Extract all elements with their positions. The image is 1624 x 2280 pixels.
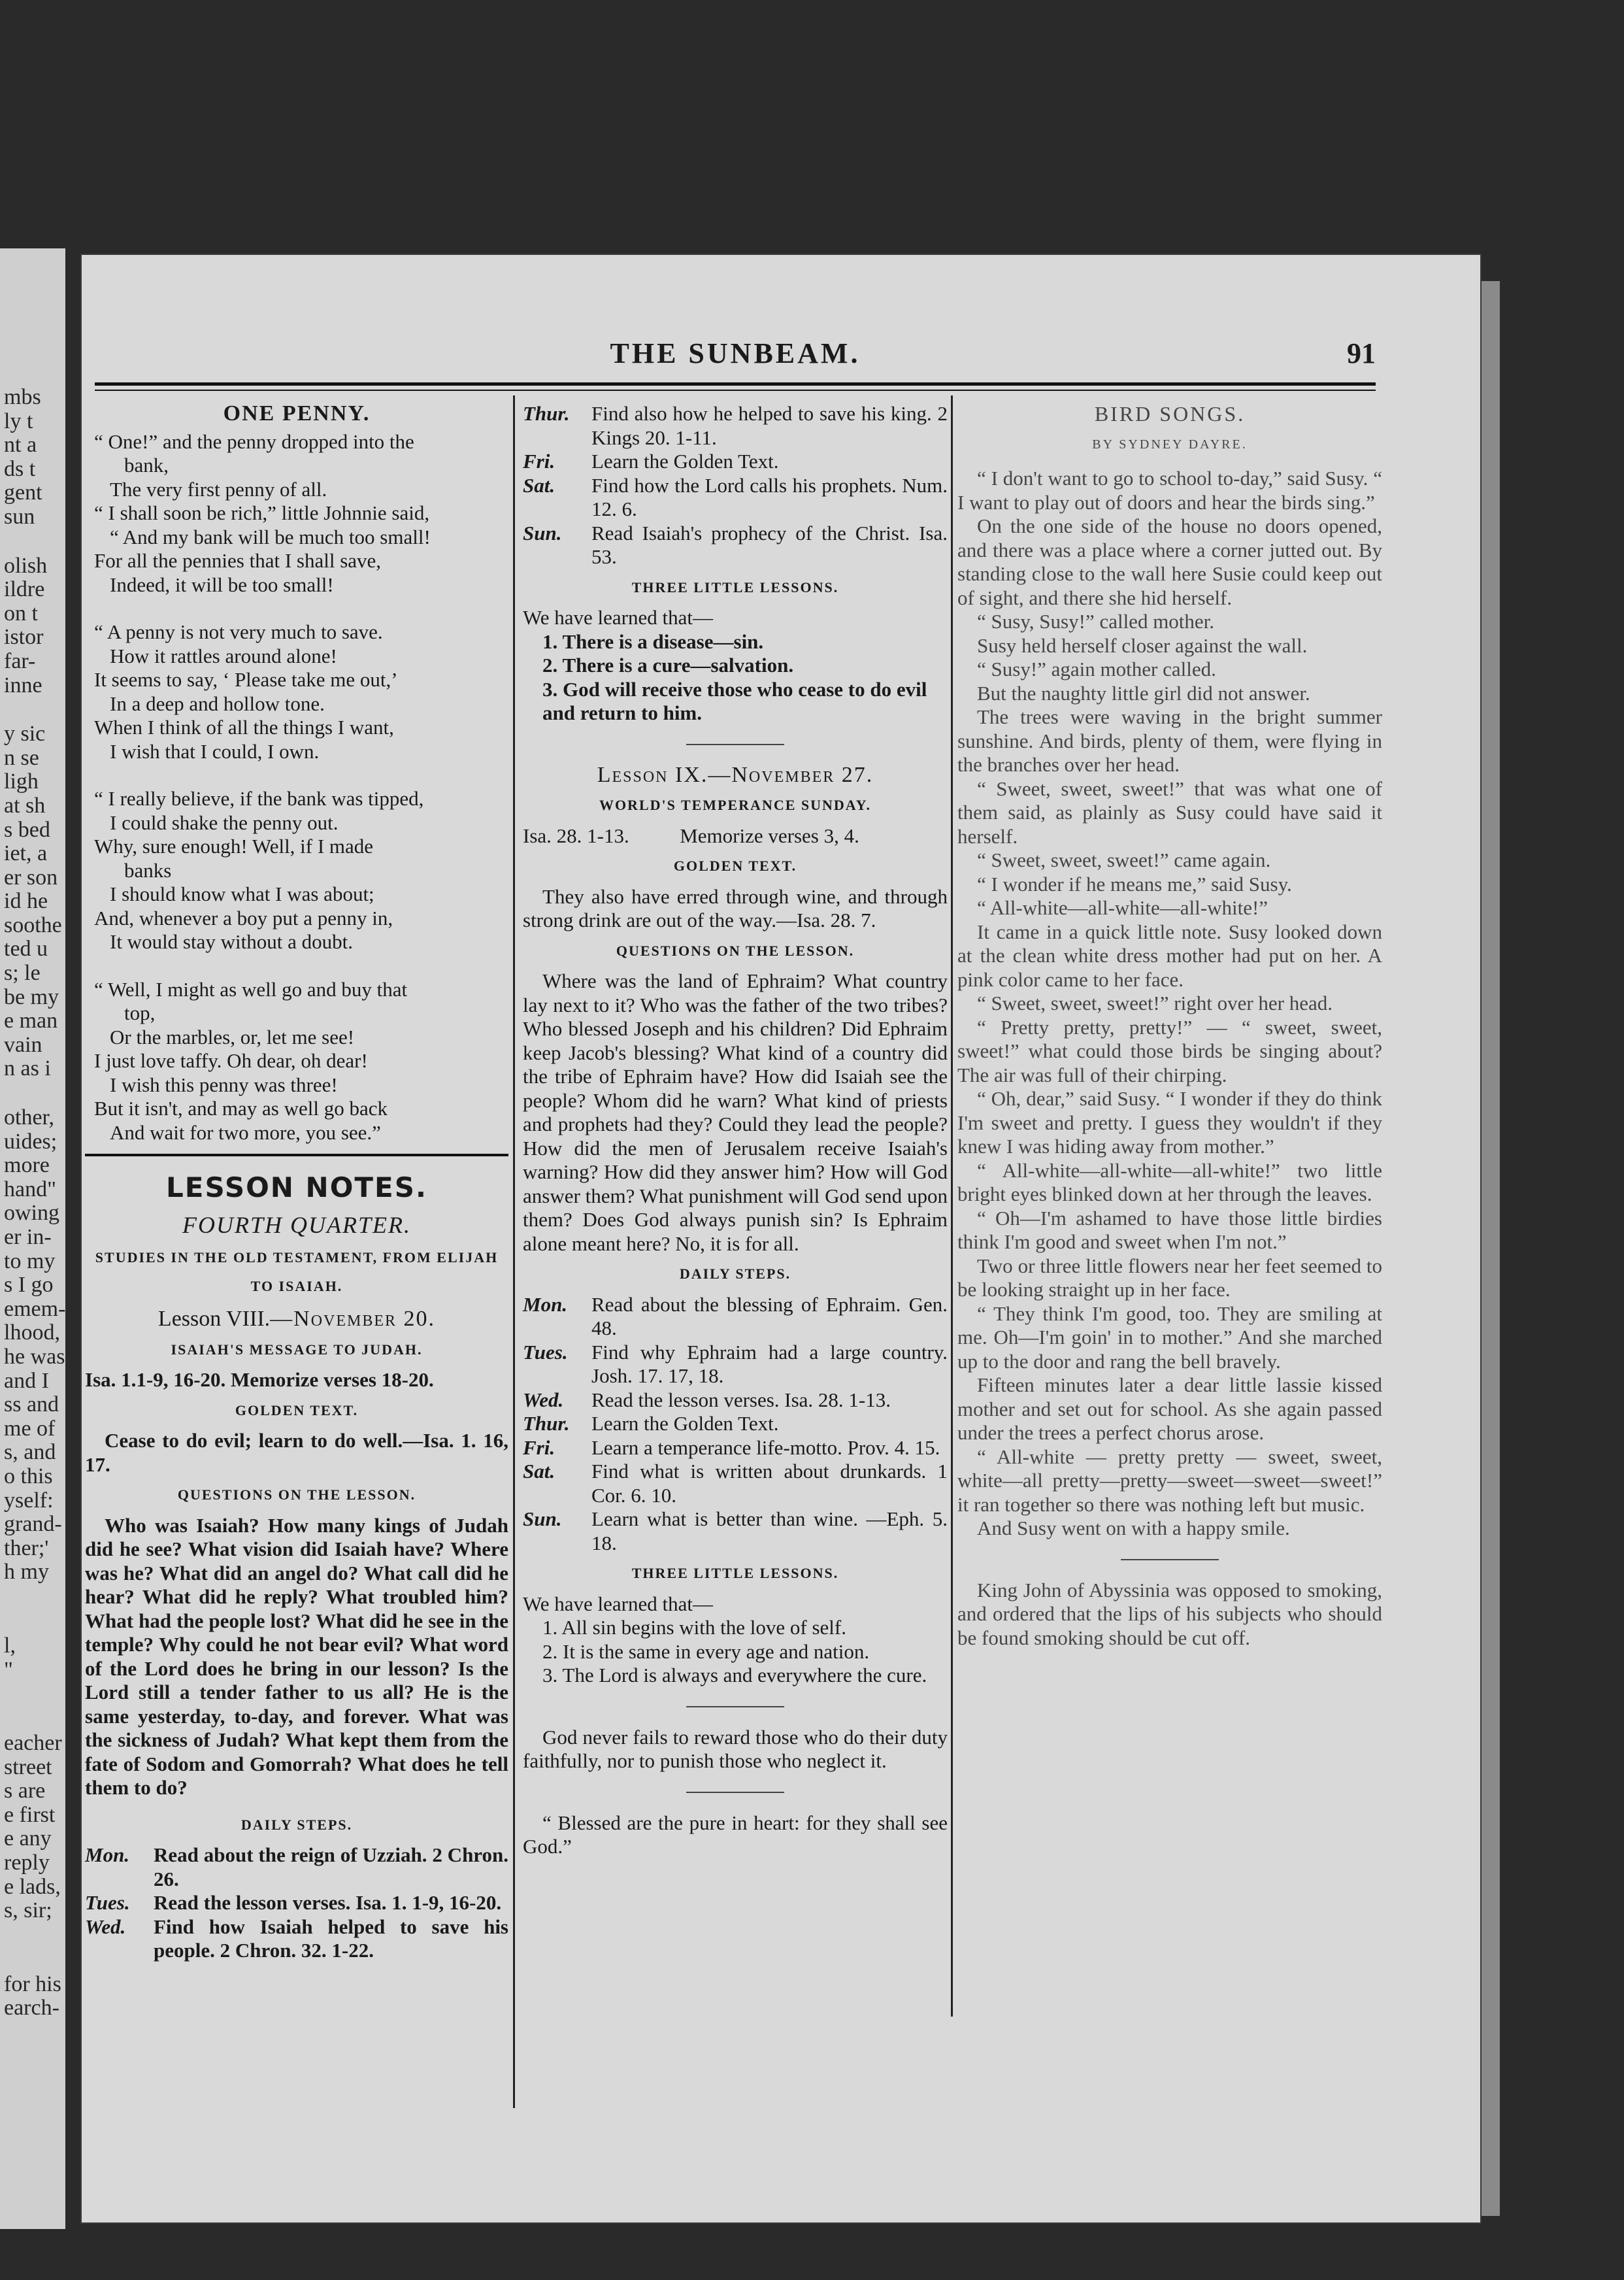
- poem-body: [85, 430, 508, 1145]
- daily-steps-list: [85, 1843, 508, 1963]
- king-john-note: King John of Abyssinia was opposed to smoking, and ordered that the lips of his subjects who should be found smoking should be cut off.: [957, 1578, 1382, 1649]
- daily-step-text: Read Isaiah's prophecy of the Christ. Isa. 53.: [591, 521, 948, 568]
- prev-page-fragment: h my: [4, 1560, 49, 1584]
- column-2: [523, 402, 948, 1859]
- daily-step: [523, 1388, 948, 1413]
- prev-page-fragment: uides;: [4, 1129, 58, 1154]
- three-lessons-list: [523, 630, 948, 726]
- story-paragraph: “ They think I'm good, too. They are smiling at me. Oh—I'm goin' in to mother.” And she marched up to the door and rang the bell bravely.: [957, 1301, 1382, 1373]
- story-paragraph: “ All-white—all-white—all-white!” two little bright eyes blinked down at her through the leaves.: [957, 1158, 1382, 1205]
- story-paragraph: But the naughty little girl did not answer.: [977, 681, 1310, 705]
- three-lessons-label: THREE LITTLE LESSONS.: [631, 578, 839, 595]
- header-rule: [95, 382, 1376, 391]
- daily-step: [523, 450, 948, 474]
- prev-page-fragment: ildre: [4, 577, 45, 602]
- story-paragraph: “ I don't want to go to school to-day,” said Susy. “ I want to play out of doors and hear the birds sing.”: [957, 467, 1382, 514]
- prev-page-fragment: for his: [4, 1971, 61, 1996]
- story-paragraph: “ Susy, Susy!” called mother.: [977, 610, 1215, 633]
- stanza-gap: [85, 954, 508, 978]
- page-header: [95, 337, 1376, 382]
- divider-short-2: [686, 1706, 784, 1707]
- golden-text: Cease to do evil; learn to do well.—Isa. 1. 16, 17.: [85, 1429, 508, 1476]
- daily-steps-label: DAILY STEPS.: [240, 1816, 353, 1833]
- story-paragraph: Fifteen minutes later a dear little lassie kissed mother and set out for school. As she again passed under the trees a perfect chorus arose.: [957, 1373, 1382, 1444]
- god-never-fails: God never fails to reward those who do their duty faithfully, nor to punish those who neglect it.: [523, 1725, 948, 1772]
- story-paragraph: “ Susy!” again mother called.: [977, 658, 1216, 680]
- poem-line: I should know what I was about;: [110, 882, 374, 905]
- lesson-point: 3. The Lord is always and everywhere the cure.: [542, 1664, 927, 1686]
- poem-line: “ Well, I might as well go and buy that: [94, 977, 408, 1001]
- lesson-8-refs: Isa. 1.1-9, 16-20. Memorize verses 18-20.: [85, 1368, 434, 1391]
- golden-text-label: GOLDEN TEXT.: [235, 1401, 359, 1418]
- story-byline: BY SYDNEY DAYRE.: [1092, 437, 1248, 452]
- prev-page-fragment: [0, 1584, 65, 1609]
- story-body: [957, 467, 1382, 1541]
- daily-step-day: Thur.: [523, 1412, 570, 1435]
- prev-page-fragment: s; le: [4, 961, 41, 986]
- daily-step-text: Find why Ephraim had a large country. Josh. 17. 17, 18.: [591, 1340, 948, 1387]
- lesson-point: 1. All sin begins with the love of self.: [542, 1616, 846, 1639]
- prev-page-fragment: hand": [4, 1177, 56, 1201]
- three-lessons-label-2: THREE LITTLE LESSONS.: [631, 1565, 839, 1581]
- daily-step-text: Learn a temperance life-motto. Prov. 4. 15.: [591, 1435, 940, 1459]
- poem-line: How it rattles around alone!: [110, 644, 337, 667]
- story-paragraph: “ Sweet, sweet, sweet!” right over her head.: [977, 992, 1333, 1014]
- daily-step-day: Sun.: [523, 521, 562, 545]
- prev-page-fragment: other,: [4, 1105, 54, 1130]
- daily-step-text: Find how the Lord calls his prophets. Num. 12. 6.: [591, 473, 948, 520]
- lesson-9-number: Lesson IX.: [597, 762, 708, 787]
- three-lessons-list-2: [523, 1616, 948, 1688]
- daily-step-text: Read the lesson verses. Isa. 1. 1-9, 16-20.: [154, 1891, 502, 1914]
- poem-line: I just love taffy. Oh dear, oh dear!: [94, 1049, 368, 1072]
- stanza-gap: [85, 763, 508, 787]
- column-divider-2: [951, 395, 953, 2017]
- story-paragraph: Susy held herself closer against the wall.: [977, 633, 1308, 657]
- prev-page-fragment: [0, 1707, 65, 1732]
- prev-page-fragment: o this: [4, 1464, 53, 1488]
- prev-page-fragment: lhood,: [4, 1320, 60, 1345]
- poem-line: Why, sure enough! Well, if I made: [94, 835, 374, 858]
- story-paragraph: “ All-white — pretty pretty — sweet, sweet, white—all pretty—pretty—sweet—sweet—sweet!” it ran together so there was nothing left but music.: [957, 1445, 1382, 1516]
- prev-page-fragment: more: [4, 1153, 50, 1178]
- daily-step: [85, 1915, 508, 1963]
- story-title: BIRD SONGS.: [1094, 402, 1246, 426]
- daily-step: [523, 474, 948, 522]
- daily-step-text: Find what is written about drunkards. 1 Cor. 6. 10.: [591, 1460, 948, 1507]
- page-number: 91: [1347, 337, 1376, 369]
- poem-line: When I think of all the things I want,: [94, 716, 394, 739]
- previous-page-edge: [0, 248, 65, 2229]
- prev-page-fragment: me of: [4, 1416, 56, 1441]
- prev-page-fragment: e first: [4, 1802, 56, 1827]
- story-paragraph: It came in a quick little note. Susy looked down at the clean white dress mother had put on her. A pink color came to her face.: [957, 920, 1382, 991]
- lesson-notes-heading: LESSON NOTES.: [166, 1171, 427, 1203]
- prev-page-fragment: e man: [4, 1009, 58, 1033]
- daily-step: [523, 1460, 948, 1507]
- prev-page-fragment: l,: [4, 1633, 16, 1658]
- daily-step-text: Read the lesson verses. Isa. 28. 1-13.: [591, 1388, 891, 1411]
- daily-step-text: Learn the Golden Text.: [591, 450, 779, 473]
- lesson-point: 1. There is a disease—sin.: [542, 629, 764, 653]
- prev-page-fragment: on t: [4, 601, 38, 626]
- story-paragraph: On the one side of the house no doors opened, and there was a place where a corner jutted out. By standing close to the wall here Susie could keep out of sight, and there she hid herself.: [957, 514, 1382, 609]
- poem-line: banks: [124, 858, 172, 882]
- prev-page-fragment: and I: [4, 1368, 49, 1393]
- poem-line: top,: [124, 1001, 156, 1024]
- golden-text-2: They also have erred through wine, and through strong drink are out of the way.—Isa. 28. 7.: [523, 884, 948, 931]
- prev-page-fragment: yself:: [4, 1488, 54, 1513]
- daily-step-day: Fri.: [523, 1435, 555, 1459]
- daily-step: [523, 1293, 948, 1341]
- prev-page-fragment: earch-: [4, 1996, 59, 2020]
- daily-step-day: Mon.: [523, 1292, 568, 1316]
- poem-line: I wish this penny was three!: [110, 1073, 338, 1096]
- learned-intro: We have learned that—: [523, 606, 714, 629]
- prev-page-fragment: be my: [4, 984, 59, 1009]
- daily-steps-label-2: DAILY STEPS.: [679, 1266, 791, 1282]
- story-paragraph: And Susy went on with a happy smile.: [977, 1517, 1290, 1539]
- prev-page-fragment: owing: [4, 1201, 59, 1226]
- prev-page-fragment: e lads,: [4, 1874, 61, 1899]
- poem-line: I wish that I could, I own.: [110, 739, 320, 763]
- studies-subtitle: STUDIES IN THE OLD TESTAMENT, FROM ELIJAH TO ISAIAH.: [95, 1249, 499, 1294]
- prev-page-fragment: eacher: [4, 1731, 62, 1756]
- poem-line: It seems to say, ‘ Please take me out,’: [94, 668, 398, 691]
- poem-line: Indeed, it will be too small!: [110, 573, 334, 596]
- daily-step: [523, 522, 948, 569]
- prev-page-fragment: street: [4, 1754, 52, 1779]
- prev-page-fragment: ligh: [4, 769, 39, 794]
- divider-short-4: [1121, 1559, 1219, 1560]
- questions-label-2: QUESTIONS ON THE LESSON.: [616, 942, 855, 959]
- daily-step-day: Mon.: [85, 1843, 130, 1866]
- story-paragraph: Two or three little flowers near her feet seemed to be looking straight up in her face.: [957, 1254, 1382, 1301]
- lesson-point: 3. God will receive those who cease to do evil and return to him.: [542, 677, 927, 724]
- questions-text-2: Where was the land of Ephraim? What country lay next to it? Who was the father of the two tribes? Who blessed Joseph and his children? Did Ephraim keep Jacob's blessing? What kind of a country did the tribe of Ephraim have? How did Isaiah see the people? Whom did he warn? What kind of priests and prophets had they? Could they lead the people? How did the men of Jerusalem receive Isaiah's warning? How did they answer him? How will God answer them? What punishment will God send upon them? Does God always punish sin? Is Ephraim alone meant here? No, it is for all.: [523, 969, 948, 1255]
- prev-page-fragment: istor: [4, 625, 44, 650]
- column-3: [957, 402, 1382, 1650]
- poem-line: “ I shall soon be rich,” little Johnnie said,: [94, 501, 430, 524]
- daily-step-text: Find how Isaiah helped to save his people. 2 Chron. 32. 1-22.: [154, 1915, 508, 1962]
- newspaper-page: [82, 255, 1480, 2222]
- prev-page-fragment: ther;': [4, 1535, 49, 1560]
- prev-page-fragment: n se: [4, 745, 39, 770]
- prev-page-fragment: far-: [4, 648, 36, 673]
- questions-text: Who was Isaiah? How many kings of Judah did he see? What vision did Isaiah have? Where was he? What did an angel do? What call did he hear? What did he reply? What troubled him? What had the people lost? What did he see in the temple? Why could he not bear evil? What word of the Lord does he bring in our lesson? Is the Lord still a tender father to us all? He is the same yesterday, to-day, and forever. What was the sickness of Judah? What kept them from the fate of Sodom and Gomorrah? What does he tell them to do?: [85, 1513, 508, 1799]
- daily-step-text: Learn what is better than wine. —Eph. 5. 18.: [591, 1507, 948, 1554]
- prev-page-fragment: [0, 1948, 65, 1973]
- poem-line: I could shake the penny out.: [110, 811, 339, 834]
- prev-page-fragment: e any: [4, 1826, 52, 1851]
- prev-page-fragment: mbs: [4, 385, 41, 409]
- prev-page-fragment: soothe: [4, 913, 62, 937]
- prev-page-fragment: [0, 1081, 65, 1106]
- masthead-title: THE SUNBEAM.: [610, 337, 861, 369]
- lesson-9-subtitle: WORLD'S TEMPERANCE SUNDAY.: [599, 797, 872, 813]
- prev-page-fragment: at sh: [4, 793, 46, 818]
- prev-page-fragment: reply: [4, 1851, 50, 1875]
- prev-page-fragment: n as i: [4, 1056, 51, 1081]
- poem-title: ONE PENNY.: [223, 401, 371, 426]
- prev-page-fragment: [0, 697, 65, 722]
- prev-page-fragment: iet, a: [4, 841, 48, 866]
- daily-step-day: Tues.: [523, 1340, 568, 1364]
- learned-intro-2: We have learned that—: [523, 1592, 714, 1615]
- prev-page-fragment: id he: [4, 889, 48, 914]
- daily-step-day: Thur.: [523, 402, 570, 425]
- daily-step: [523, 1341, 948, 1388]
- lesson-9-title: [523, 763, 948, 788]
- prev-page-fragment: y sic: [4, 722, 46, 746]
- prev-page-fragment: er in-: [4, 1225, 52, 1249]
- daily-step-day: Tues.: [85, 1891, 130, 1914]
- daily-step: [85, 1891, 508, 1915]
- poem-line: bank,: [124, 454, 169, 477]
- lesson-8-number: Lesson VIII.: [157, 1307, 271, 1331]
- prev-page-fragment: s, and: [4, 1440, 56, 1465]
- poem-line: “ One!” and the penny dropped into the: [94, 429, 414, 453]
- prev-page-fragment: olish: [4, 553, 48, 578]
- quarter-heading: FOURTH QUARTER.: [182, 1211, 411, 1238]
- poem-line: But it isn't, and may as well go back: [94, 1097, 388, 1120]
- lesson-8-subtitle: ISAIAH'S MESSAGE TO JUDAH.: [171, 1341, 423, 1358]
- daily-steps-continued: [523, 402, 948, 569]
- prev-page-fragment: gent: [4, 480, 42, 505]
- lesson-9-refs: Isa. 28. 1-13. Memorize verses 3, 4.: [523, 824, 859, 847]
- lesson-point: 2. There is a cure—salvation.: [542, 654, 794, 677]
- story-paragraph: “ Sweet, sweet, sweet!” that was what one of them said, as plainly as Susy could have said it herself.: [957, 777, 1382, 848]
- daily-step: [523, 402, 948, 450]
- column-1: [85, 402, 508, 1963]
- poem-line: “ A penny is not very much to save.: [94, 620, 383, 643]
- daily-step-day: Sun.: [523, 1507, 562, 1530]
- poem-line: And wait for two more, you see.”: [110, 1120, 381, 1144]
- poem-line: It would stay without a doubt.: [110, 930, 353, 953]
- prev-page-fragment: s are: [4, 1779, 46, 1803]
- daily-step: [85, 1843, 508, 1891]
- prev-page-fragment: [0, 1609, 65, 1634]
- lesson-9-date: —November 27.: [708, 762, 874, 787]
- poem-line: And, whenever a boy put a penny in,: [94, 906, 393, 930]
- story-paragraph: “ Oh—I'm ashamed to have those little birdies think I'm good and sweet when I'm not.”: [957, 1206, 1382, 1253]
- prev-page-fragment: er son: [4, 865, 58, 890]
- prev-page-fragment: ly t: [4, 409, 33, 433]
- daily-steps-list-2: [523, 1293, 948, 1556]
- prev-page-fragment: s I go: [4, 1273, 54, 1298]
- story-paragraph: “ Pretty pretty, pretty!” — “ sweet, sweet, sweet!” what could those birds be singing about? The air was full of their chirping.: [957, 1015, 1382, 1086]
- lesson-8-date: —November 20.: [270, 1307, 436, 1331]
- story-paragraph: “ All-white—all-white—all-white!”: [977, 896, 1268, 919]
- daily-step-text: Learn the Golden Text.: [591, 1412, 779, 1435]
- prev-page-fragment: emem-: [4, 1296, 65, 1321]
- prev-page-fragment: vain: [4, 1032, 42, 1057]
- prev-page-fragment: s bed: [4, 817, 50, 842]
- stanza-gap: [85, 597, 508, 620]
- story-paragraph: The trees were waving in the bright summer sunshine. And birds, plenty of them, were flying in the branches over her head.: [957, 705, 1382, 776]
- prev-page-fragment: ds t: [4, 456, 36, 481]
- blessed-quote: “ Blessed are the pure in heart: for they shall see God.”: [523, 1811, 948, 1858]
- section-rule: [85, 1154, 508, 1156]
- poem-line: In a deep and hollow tone.: [110, 692, 325, 715]
- prev-page-fragment: nt a: [4, 433, 37, 458]
- daily-step-text: Find also how he helped to save his king. 2 Kings 20. 1-11.: [591, 402, 948, 449]
- prev-page-fragment: sun: [4, 504, 35, 529]
- golden-text-label-2: GOLDEN TEXT.: [673, 858, 797, 874]
- poem-line: “ I really believe, if the bank was tipped,: [94, 787, 424, 810]
- prev-page-fragment: inne: [4, 673, 42, 697]
- prev-page-fragment: [0, 529, 65, 554]
- poem-line: “ And my bank will be much too small!: [110, 525, 431, 548]
- daily-step: [523, 1412, 948, 1436]
- page-edge-shadow: [1480, 281, 1500, 2216]
- prev-page-fragment: ted u: [4, 937, 48, 962]
- daily-step-day: Wed.: [85, 1915, 126, 1938]
- story-paragraph: “ I wonder if he means me,” said Susy.: [977, 872, 1292, 896]
- prev-page-fragment: [0, 1923, 65, 1948]
- prev-page-fragment: [0, 1682, 65, 1707]
- story-paragraph: “ Sweet, sweet, sweet!” came again.: [977, 848, 1271, 871]
- daily-step: [523, 1436, 948, 1460]
- poem-line: For all the pennies that I shall save,: [94, 549, 382, 572]
- questions-label: QUESTIONS ON THE LESSON.: [177, 1486, 416, 1503]
- daily-step-day: Wed.: [523, 1388, 564, 1411]
- daily-step-day: Fri.: [523, 450, 555, 473]
- prev-page-fragment: s, sir;: [4, 1898, 52, 1923]
- daily-step-day: Sat.: [523, 473, 555, 497]
- daily-step-day: Sat.: [523, 1460, 555, 1483]
- daily-step-text: Read about the reign of Uzziah. 2 Chron. 26.: [154, 1843, 508, 1890]
- daily-step-text: Read about the blessing of Ephraim. Gen. 48.: [591, 1292, 948, 1339]
- prev-page-fragment: ss and: [4, 1392, 59, 1417]
- prev-page-fragment: to my: [4, 1249, 56, 1273]
- column-divider-1: [513, 395, 515, 2108]
- prev-page-fragment: he was: [4, 1344, 65, 1369]
- divider-short-3: [686, 1792, 784, 1793]
- prev-page-fragment: grand-: [4, 1512, 62, 1537]
- daily-step: [523, 1507, 948, 1555]
- divider-short: [686, 744, 784, 745]
- lesson-8-title: [85, 1307, 508, 1332]
- poem-line: The very first penny of all.: [110, 477, 327, 501]
- lesson-point: 2. It is the same in every age and nation.: [542, 1639, 870, 1663]
- poem-line: Or the marbles, or, let me see!: [110, 1025, 355, 1048]
- story-paragraph: “ Oh, dear,” said Susy. “ I wonder if they do think I'm sweet and pretty. I guess they wouldn't if they knew I was hiding away from mother.”: [957, 1087, 1382, 1158]
- prev-page-fragment: ": [4, 1657, 13, 1682]
